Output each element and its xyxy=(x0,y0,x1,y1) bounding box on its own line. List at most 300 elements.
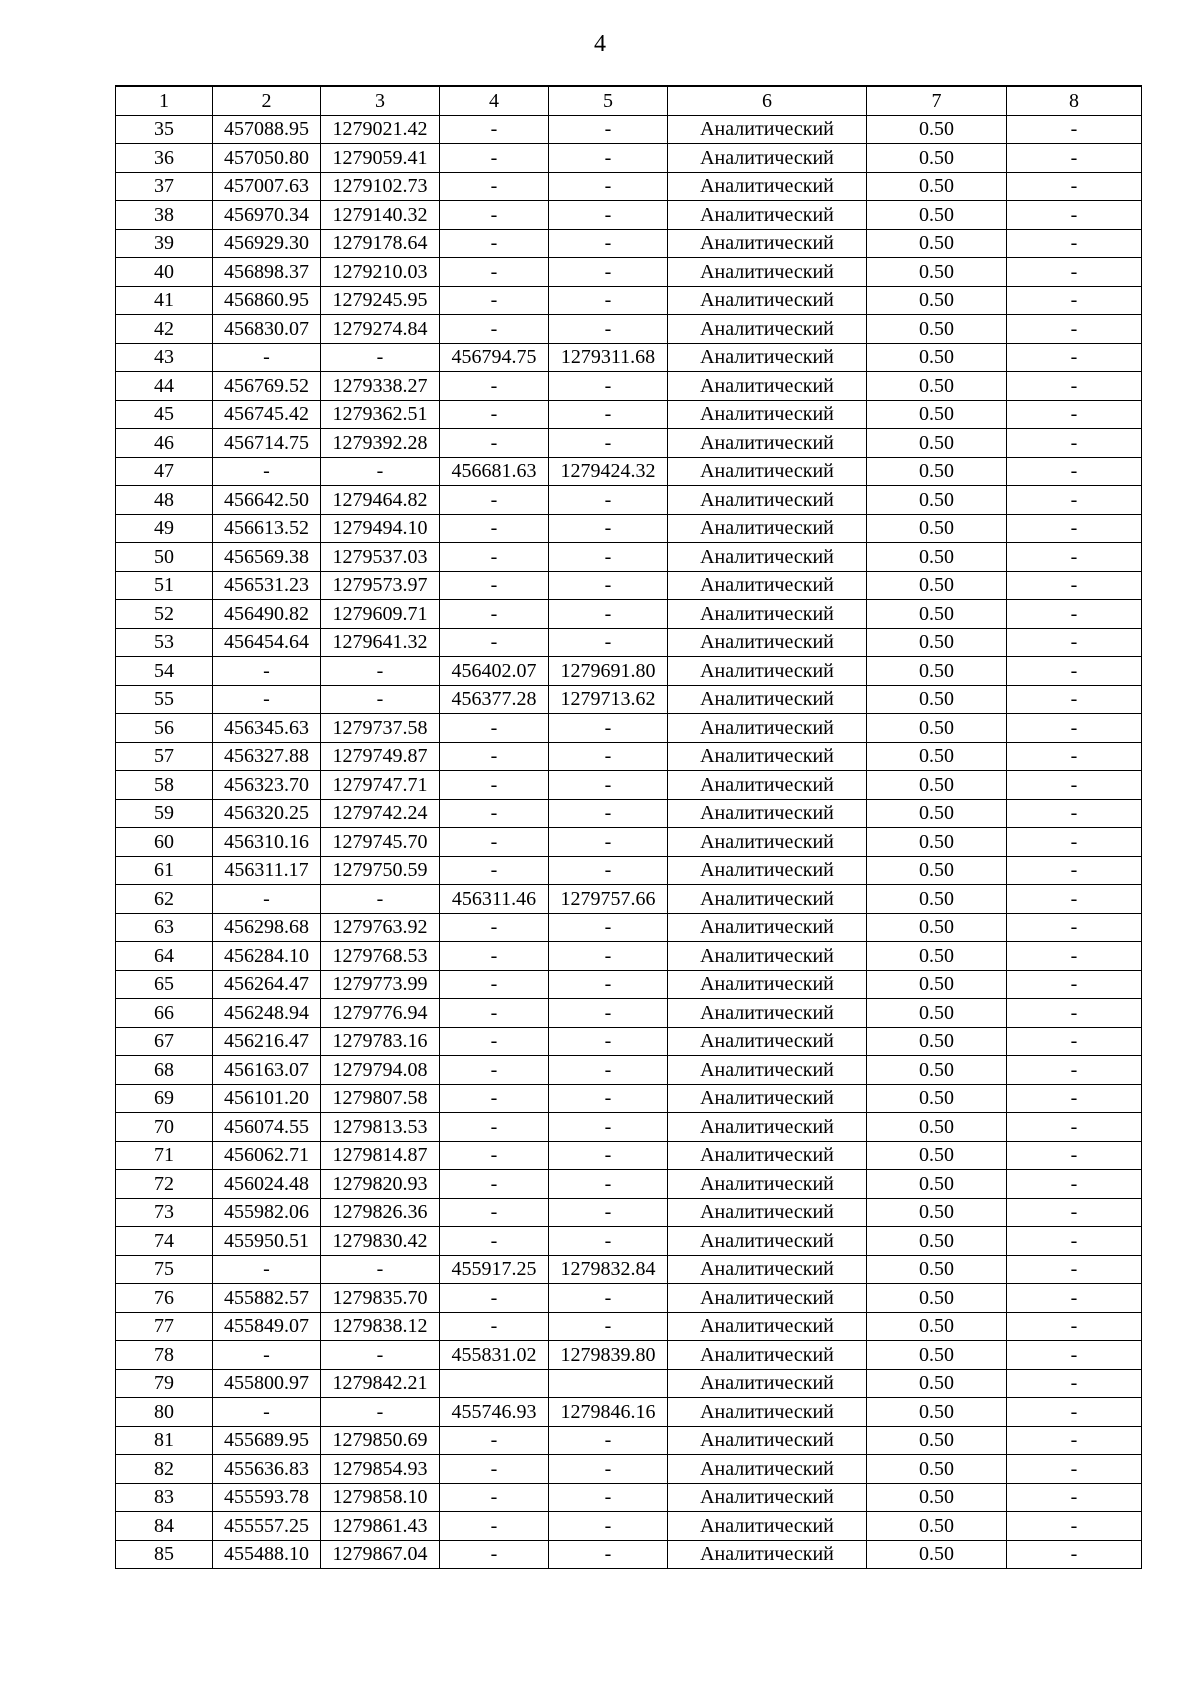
x-coordinate-cell: 456216.47 xyxy=(213,1027,321,1056)
x-coordinate-cell: 455950.51 xyxy=(213,1227,321,1256)
y-coordinate-cell: 1279245.95 xyxy=(321,286,440,315)
note-cell: - xyxy=(1007,600,1142,629)
note-cell: - xyxy=(1007,1312,1142,1341)
x-coordinate-cell: 455593.78 xyxy=(213,1483,321,1512)
y-coordinate-alt-cell: - xyxy=(549,1540,668,1569)
x-coordinate-cell: 456898.37 xyxy=(213,258,321,287)
y-coordinate-cell: 1279537.03 xyxy=(321,543,440,572)
accuracy-cell: 0.50 xyxy=(867,315,1007,344)
page-number: 4 xyxy=(594,31,606,57)
x-coordinate-cell: 457007.63 xyxy=(213,172,321,201)
note-cell: - xyxy=(1007,115,1142,144)
point-number-cell: 63 xyxy=(116,913,213,942)
method-cell: Аналитический xyxy=(668,970,867,999)
note-cell: - xyxy=(1007,229,1142,258)
y-coordinate-cell: 1279813.53 xyxy=(321,1113,440,1142)
x-coordinate-alt-cell: - xyxy=(440,1198,549,1227)
point-number-cell: 59 xyxy=(116,799,213,828)
point-number-cell: 84 xyxy=(116,1512,213,1541)
x-coordinate-alt-cell: - xyxy=(440,1512,549,1541)
table-row xyxy=(116,856,1142,885)
header-cell-1: 1 xyxy=(116,86,213,115)
y-coordinate-alt-cell: 1279424.32 xyxy=(549,457,668,486)
method-cell: Аналитический xyxy=(668,400,867,429)
method-cell: Аналитический xyxy=(668,1540,867,1569)
y-coordinate-alt-cell: - xyxy=(549,1455,668,1484)
header-cell-3: 3 xyxy=(321,86,440,115)
x-coordinate-alt-cell: 456794.75 xyxy=(440,343,549,372)
x-coordinate-alt-cell: - xyxy=(440,999,549,1028)
x-coordinate-alt-cell: - xyxy=(440,144,549,173)
y-coordinate-cell: 1279745.70 xyxy=(321,828,440,857)
y-coordinate-alt-cell: - xyxy=(549,115,668,144)
method-cell: Аналитический xyxy=(668,1255,867,1284)
note-cell: - xyxy=(1007,315,1142,344)
y-coordinate-cell: 1279850.69 xyxy=(321,1426,440,1455)
table-row xyxy=(116,343,1142,372)
method-cell: Аналитический xyxy=(668,429,867,458)
table-row xyxy=(116,286,1142,315)
x-coordinate-cell: 456248.94 xyxy=(213,999,321,1028)
x-coordinate-alt-cell: - xyxy=(440,571,549,600)
table-row xyxy=(116,543,1142,572)
note-cell: - xyxy=(1007,885,1142,914)
note-cell: - xyxy=(1007,486,1142,515)
note-cell: - xyxy=(1007,1084,1142,1113)
x-coordinate-cell: 455882.57 xyxy=(213,1284,321,1313)
method-cell: Аналитический xyxy=(668,486,867,515)
x-coordinate-cell: - xyxy=(213,457,321,486)
table-row xyxy=(116,400,1142,429)
y-coordinate-alt-cell: - xyxy=(549,1056,668,1085)
y-coordinate-cell: 1279641.32 xyxy=(321,628,440,657)
table-row xyxy=(116,1056,1142,1085)
y-coordinate-alt-cell: - xyxy=(549,1198,668,1227)
y-coordinate-alt-cell: - xyxy=(549,856,668,885)
accuracy-cell: 0.50 xyxy=(867,1341,1007,1370)
note-cell: - xyxy=(1007,856,1142,885)
x-coordinate-alt-cell: - xyxy=(440,172,549,201)
accuracy-cell: 0.50 xyxy=(867,828,1007,857)
x-coordinate-alt-cell: - xyxy=(440,1113,549,1142)
method-cell: Аналитический xyxy=(668,742,867,771)
accuracy-cell: 0.50 xyxy=(867,1483,1007,1512)
point-number-cell: 36 xyxy=(116,144,213,173)
accuracy-cell: 0.50 xyxy=(867,1284,1007,1313)
x-coordinate-alt-cell: - xyxy=(440,1426,549,1455)
accuracy-cell: 0.50 xyxy=(867,885,1007,914)
x-coordinate-alt-cell: 456402.07 xyxy=(440,657,549,686)
table-row xyxy=(116,1512,1142,1541)
x-coordinate-alt-cell: 455831.02 xyxy=(440,1341,549,1370)
y-coordinate-alt-cell: - xyxy=(549,1512,668,1541)
accuracy-cell: 0.50 xyxy=(867,543,1007,572)
y-coordinate-alt-cell: - xyxy=(549,543,668,572)
y-coordinate-cell: 1279783.16 xyxy=(321,1027,440,1056)
note-cell: - xyxy=(1007,828,1142,857)
note-cell: - xyxy=(1007,1455,1142,1484)
x-coordinate-cell: 456320.25 xyxy=(213,799,321,828)
table-row xyxy=(116,1369,1142,1398)
y-coordinate-alt-cell: - xyxy=(549,1284,668,1313)
table-row xyxy=(116,999,1142,1028)
x-coordinate-alt-cell: - xyxy=(440,771,549,800)
y-coordinate-cell: 1279338.27 xyxy=(321,372,440,401)
point-number-cell: 47 xyxy=(116,457,213,486)
point-number-cell: 53 xyxy=(116,628,213,657)
table-row xyxy=(116,1426,1142,1455)
y-coordinate-cell: 1279392.28 xyxy=(321,429,440,458)
y-coordinate-alt-cell: 1279713.62 xyxy=(549,685,668,714)
point-number-cell: 62 xyxy=(116,885,213,914)
header-cell-4: 4 xyxy=(440,86,549,115)
y-coordinate-cell: 1279768.53 xyxy=(321,942,440,971)
table-row xyxy=(116,1027,1142,1056)
table-header xyxy=(116,86,1142,115)
x-coordinate-cell: 455849.07 xyxy=(213,1312,321,1341)
header-row xyxy=(116,86,1142,115)
x-coordinate-cell: 456311.17 xyxy=(213,856,321,885)
point-number-cell: 42 xyxy=(116,315,213,344)
x-coordinate-cell: 456323.70 xyxy=(213,771,321,800)
accuracy-cell: 0.50 xyxy=(867,1398,1007,1427)
y-coordinate-alt-cell: - xyxy=(549,1426,668,1455)
x-coordinate-cell: 456264.47 xyxy=(213,970,321,999)
accuracy-cell: 0.50 xyxy=(867,1113,1007,1142)
y-coordinate-alt-cell: - xyxy=(549,514,668,543)
method-cell: Аналитический xyxy=(668,115,867,144)
note-cell: - xyxy=(1007,543,1142,572)
point-number-cell: 65 xyxy=(116,970,213,999)
y-coordinate-alt-cell: - xyxy=(549,714,668,743)
y-coordinate-cell: - xyxy=(321,343,440,372)
method-cell: Аналитический xyxy=(668,571,867,600)
x-coordinate-alt-cell: - xyxy=(440,1540,549,1569)
x-coordinate-alt-cell: - xyxy=(440,1056,549,1085)
point-number-cell: 73 xyxy=(116,1198,213,1227)
method-cell: Аналитический xyxy=(668,628,867,657)
x-coordinate-cell: 456284.10 xyxy=(213,942,321,971)
method-cell: Аналитический xyxy=(668,229,867,258)
y-coordinate-alt-cell: - xyxy=(549,771,668,800)
method-cell: Аналитический xyxy=(668,1398,867,1427)
x-coordinate-alt-cell: - xyxy=(440,799,549,828)
x-coordinate-alt-cell: - xyxy=(440,201,549,230)
method-cell: Аналитический xyxy=(668,913,867,942)
x-coordinate-cell: - xyxy=(213,1255,321,1284)
note-cell: - xyxy=(1007,1056,1142,1085)
x-coordinate-cell: 455982.06 xyxy=(213,1198,321,1227)
x-coordinate-cell: 456830.07 xyxy=(213,315,321,344)
y-coordinate-alt-cell: 1279839.80 xyxy=(549,1341,668,1370)
method-cell: Аналитический xyxy=(668,315,867,344)
x-coordinate-cell: 456062.71 xyxy=(213,1141,321,1170)
x-coordinate-alt-cell: - xyxy=(440,970,549,999)
note-cell: - xyxy=(1007,343,1142,372)
table-row xyxy=(116,1255,1142,1284)
accuracy-cell: 0.50 xyxy=(867,1540,1007,1569)
table-row xyxy=(116,1312,1142,1341)
method-cell: Аналитический xyxy=(668,372,867,401)
x-coordinate-alt-cell: - xyxy=(440,856,549,885)
y-coordinate-cell: - xyxy=(321,1398,440,1427)
method-cell: Аналитический xyxy=(668,1369,867,1398)
method-cell: Аналитический xyxy=(668,1227,867,1256)
accuracy-cell: 0.50 xyxy=(867,457,1007,486)
point-number-cell: 58 xyxy=(116,771,213,800)
point-number-cell: 75 xyxy=(116,1255,213,1284)
accuracy-cell: 0.50 xyxy=(867,1084,1007,1113)
method-cell: Аналитический xyxy=(668,543,867,572)
y-coordinate-cell: 1279140.32 xyxy=(321,201,440,230)
header-cell-8: 8 xyxy=(1007,86,1142,115)
note-cell: - xyxy=(1007,172,1142,201)
header-cell-5: 5 xyxy=(549,86,668,115)
note-cell: - xyxy=(1007,1512,1142,1541)
accuracy-cell: 0.50 xyxy=(867,628,1007,657)
point-number-cell: 57 xyxy=(116,742,213,771)
accuracy-cell: 0.50 xyxy=(867,486,1007,515)
point-number-cell: 71 xyxy=(116,1141,213,1170)
x-coordinate-cell: 455636.83 xyxy=(213,1455,321,1484)
accuracy-cell: 0.50 xyxy=(867,1455,1007,1484)
y-coordinate-alt-cell: - xyxy=(549,315,668,344)
y-coordinate-cell: 1279737.58 xyxy=(321,714,440,743)
x-coordinate-alt-cell: - xyxy=(440,942,549,971)
coordinates-table xyxy=(115,85,1142,1569)
accuracy-cell: 0.50 xyxy=(867,571,1007,600)
note-cell: - xyxy=(1007,1170,1142,1199)
y-coordinate-cell: - xyxy=(321,1255,440,1284)
note-cell: - xyxy=(1007,286,1142,315)
y-coordinate-alt-cell: - xyxy=(549,229,668,258)
method-cell: Аналитический xyxy=(668,286,867,315)
note-cell: - xyxy=(1007,1027,1142,1056)
point-number-cell: 79 xyxy=(116,1369,213,1398)
point-number-cell: 35 xyxy=(116,115,213,144)
y-coordinate-alt-cell: 1279311.68 xyxy=(549,343,668,372)
table-row xyxy=(116,742,1142,771)
table-row xyxy=(116,942,1142,971)
y-coordinate-cell: 1279494.10 xyxy=(321,514,440,543)
x-coordinate-cell: 456569.38 xyxy=(213,543,321,572)
y-coordinate-cell: - xyxy=(321,457,440,486)
y-coordinate-alt-cell: 1279832.84 xyxy=(549,1255,668,1284)
point-number-cell: 64 xyxy=(116,942,213,971)
table-row xyxy=(116,1540,1142,1569)
point-number-cell: 83 xyxy=(116,1483,213,1512)
method-cell: Аналитический xyxy=(668,1341,867,1370)
point-number-cell: 78 xyxy=(116,1341,213,1370)
y-coordinate-cell: 1279861.43 xyxy=(321,1512,440,1541)
note-cell: - xyxy=(1007,714,1142,743)
x-coordinate-alt-cell: - xyxy=(440,429,549,458)
note-cell: - xyxy=(1007,1426,1142,1455)
x-coordinate-cell: 456745.42 xyxy=(213,400,321,429)
method-cell: Аналитический xyxy=(668,1455,867,1484)
y-coordinate-cell: 1279807.58 xyxy=(321,1084,440,1113)
point-number-cell: 76 xyxy=(116,1284,213,1313)
table-row xyxy=(116,1198,1142,1227)
x-coordinate-alt-cell: - xyxy=(440,258,549,287)
y-coordinate-alt-cell: - xyxy=(549,600,668,629)
y-coordinate-cell: 1279826.36 xyxy=(321,1198,440,1227)
x-coordinate-cell: 456970.34 xyxy=(213,201,321,230)
x-coordinate-cell: 456345.63 xyxy=(213,714,321,743)
note-cell: - xyxy=(1007,1483,1142,1512)
x-coordinate-cell: 457050.80 xyxy=(213,144,321,173)
table-row xyxy=(116,799,1142,828)
accuracy-cell: 0.50 xyxy=(867,144,1007,173)
method-cell: Аналитический xyxy=(668,201,867,230)
note-cell: - xyxy=(1007,400,1142,429)
method-cell: Аналитический xyxy=(668,885,867,914)
accuracy-cell: 0.50 xyxy=(867,657,1007,686)
y-coordinate-alt-cell: - xyxy=(549,970,668,999)
table-row xyxy=(116,913,1142,942)
y-coordinate-cell: 1279609.71 xyxy=(321,600,440,629)
point-number-cell: 68 xyxy=(116,1056,213,1085)
method-cell: Аналитический xyxy=(668,1512,867,1541)
x-coordinate-alt-cell: - xyxy=(440,913,549,942)
y-coordinate-cell: 1279102.73 xyxy=(321,172,440,201)
y-coordinate-cell: 1279854.93 xyxy=(321,1455,440,1484)
table-row xyxy=(116,457,1142,486)
accuracy-cell: 0.50 xyxy=(867,1170,1007,1199)
x-coordinate-cell: - xyxy=(213,685,321,714)
accuracy-cell: 0.50 xyxy=(867,856,1007,885)
point-number-cell: 52 xyxy=(116,600,213,629)
x-coordinate-cell: 456613.52 xyxy=(213,514,321,543)
note-cell: - xyxy=(1007,1284,1142,1313)
point-number-cell: 69 xyxy=(116,1084,213,1113)
accuracy-cell: 0.50 xyxy=(867,1227,1007,1256)
x-coordinate-alt-cell: 456681.63 xyxy=(440,457,549,486)
point-number-cell: 51 xyxy=(116,571,213,600)
accuracy-cell: 0.50 xyxy=(867,970,1007,999)
table-row xyxy=(116,429,1142,458)
point-number-cell: 48 xyxy=(116,486,213,515)
x-coordinate-cell: 456642.50 xyxy=(213,486,321,515)
point-number-cell: 37 xyxy=(116,172,213,201)
y-coordinate-cell: - xyxy=(321,1341,440,1370)
y-coordinate-cell: 1279749.87 xyxy=(321,742,440,771)
point-number-cell: 67 xyxy=(116,1027,213,1056)
note-cell: - xyxy=(1007,942,1142,971)
y-coordinate-cell: 1279814.87 xyxy=(321,1141,440,1170)
table-body xyxy=(116,115,1142,1569)
accuracy-cell: 0.50 xyxy=(867,1255,1007,1284)
note-cell: - xyxy=(1007,913,1142,942)
x-coordinate-cell: 456298.68 xyxy=(213,913,321,942)
point-number-cell: 40 xyxy=(116,258,213,287)
table-row xyxy=(116,600,1142,629)
table-row xyxy=(116,514,1142,543)
y-coordinate-alt-cell: 1279846.16 xyxy=(549,1398,668,1427)
x-coordinate-cell: 456101.20 xyxy=(213,1084,321,1113)
note-cell: - xyxy=(1007,258,1142,287)
table-row xyxy=(116,1141,1142,1170)
note-cell: - xyxy=(1007,1540,1142,1569)
note-cell: - xyxy=(1007,1113,1142,1142)
method-cell: Аналитический xyxy=(668,828,867,857)
x-coordinate-alt-cell: - xyxy=(440,400,549,429)
accuracy-cell: 0.50 xyxy=(867,942,1007,971)
x-coordinate-cell: 456310.16 xyxy=(213,828,321,857)
note-cell: - xyxy=(1007,429,1142,458)
method-cell: Аналитический xyxy=(668,1483,867,1512)
accuracy-cell: 0.50 xyxy=(867,600,1007,629)
x-coordinate-cell: - xyxy=(213,657,321,686)
y-coordinate-alt-cell: 1279757.66 xyxy=(549,885,668,914)
y-coordinate-alt-cell: - xyxy=(549,942,668,971)
note-cell: - xyxy=(1007,457,1142,486)
table-row xyxy=(116,571,1142,600)
table-row xyxy=(116,201,1142,230)
x-coordinate-cell: 455689.95 xyxy=(213,1426,321,1455)
y-coordinate-cell: 1279776.94 xyxy=(321,999,440,1028)
note-cell: - xyxy=(1007,514,1142,543)
y-coordinate-cell: 1279210.03 xyxy=(321,258,440,287)
accuracy-cell: 0.50 xyxy=(867,999,1007,1028)
x-coordinate-cell: 456490.82 xyxy=(213,600,321,629)
x-coordinate-alt-cell: 456311.46 xyxy=(440,885,549,914)
method-cell: Аналитический xyxy=(668,1198,867,1227)
x-coordinate-cell: 456769.52 xyxy=(213,372,321,401)
accuracy-cell: 0.50 xyxy=(867,1369,1007,1398)
y-coordinate-cell: 1279747.71 xyxy=(321,771,440,800)
x-coordinate-cell: 455557.25 xyxy=(213,1512,321,1541)
method-cell: Аналитический xyxy=(668,942,867,971)
point-number-cell: 60 xyxy=(116,828,213,857)
y-coordinate-cell: 1279835.70 xyxy=(321,1284,440,1313)
accuracy-cell: 0.50 xyxy=(867,714,1007,743)
note-cell: - xyxy=(1007,657,1142,686)
method-cell: Аналитический xyxy=(668,1027,867,1056)
x-coordinate-alt-cell: - xyxy=(440,543,549,572)
accuracy-cell: 0.50 xyxy=(867,742,1007,771)
y-coordinate-cell: 1279842.21 xyxy=(321,1369,440,1398)
table-row xyxy=(116,628,1142,657)
y-coordinate-alt-cell: - xyxy=(549,400,668,429)
x-coordinate-cell: 456327.88 xyxy=(213,742,321,771)
y-coordinate-alt-cell: - xyxy=(549,201,668,230)
y-coordinate-alt-cell: - xyxy=(549,258,668,287)
y-coordinate-cell: 1279021.42 xyxy=(321,115,440,144)
method-cell: Аналитический xyxy=(668,657,867,686)
point-number-cell: 61 xyxy=(116,856,213,885)
y-coordinate-alt-cell: - xyxy=(549,1483,668,1512)
y-coordinate-alt-cell: - xyxy=(549,799,668,828)
accuracy-cell: 0.50 xyxy=(867,1312,1007,1341)
y-coordinate-cell: 1279274.84 xyxy=(321,315,440,344)
point-number-cell: 55 xyxy=(116,685,213,714)
accuracy-cell: 0.50 xyxy=(867,286,1007,315)
y-coordinate-alt-cell: - xyxy=(549,742,668,771)
accuracy-cell: 0.50 xyxy=(867,1512,1007,1541)
point-number-cell: 70 xyxy=(116,1113,213,1142)
accuracy-cell: 0.50 xyxy=(867,343,1007,372)
y-coordinate-alt-cell: - xyxy=(549,286,668,315)
method-cell: Аналитический xyxy=(668,343,867,372)
table-row xyxy=(116,1084,1142,1113)
x-coordinate-alt-cell xyxy=(440,1369,549,1398)
y-coordinate-cell: 1279464.82 xyxy=(321,486,440,515)
x-coordinate-alt-cell: - xyxy=(440,1084,549,1113)
accuracy-cell: 0.50 xyxy=(867,1426,1007,1455)
note-cell: - xyxy=(1007,1341,1142,1370)
y-coordinate-alt-cell: - xyxy=(549,913,668,942)
